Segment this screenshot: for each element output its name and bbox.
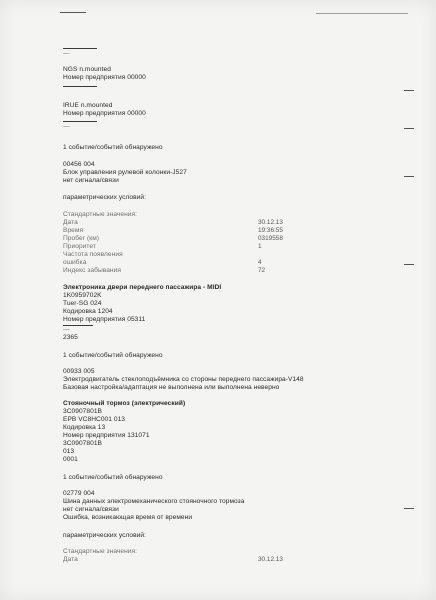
separator-line (63, 48, 97, 49)
header-mark-right (316, 13, 408, 14)
params-header: параметрических условий: (63, 532, 147, 539)
fault-status: нет сигнала/связи (63, 506, 119, 513)
hardware-version: 0001 (63, 456, 78, 463)
margin-mark (404, 128, 414, 129)
part-number: 1K0959702K (63, 292, 102, 299)
fault-status: нет сигнала/связи (63, 177, 119, 184)
ngs-title: NGS n.mounted (63, 66, 111, 73)
coding: Кодировка 13 (63, 424, 106, 431)
part-number-2: 3C0907801B (63, 440, 102, 447)
module-title: Стояночный тормоз (электрический) (63, 400, 186, 407)
ngs-number: Номер предприятия 00000 (63, 74, 146, 81)
param-value: 19:36:55 (258, 227, 283, 234)
separator-line (63, 121, 97, 122)
workshop-number: Номер предприятия 131071 (63, 432, 150, 439)
coding: Кодировка 1204 (63, 308, 113, 315)
ngs-dash: — (63, 50, 70, 57)
param-label: Дата (63, 556, 78, 563)
fault-code: 00456 004 (63, 161, 95, 168)
software-version: 013 (63, 448, 75, 455)
fault-description: Шина данных электромеханического стояночного тормоза (63, 498, 245, 505)
param-value: 30.12.13 (258, 219, 283, 226)
param-label: Частота появления (63, 251, 123, 258)
fault-code: 00933 005 (63, 368, 95, 375)
fault-code: 02779 004 (63, 490, 95, 497)
margin-mark (404, 176, 414, 177)
irue-dash: — (63, 123, 70, 130)
fault-note: Ошибка, возникающая время от времени (63, 514, 193, 521)
irue-title: IRUE n.mounted (63, 102, 113, 109)
margin-mark (404, 90, 414, 91)
events-count: 1 событие/событий обнаружено (63, 352, 163, 359)
separator-line (63, 86, 97, 87)
workshop-number: Номер предприятия 05311 (63, 316, 146, 323)
param-label: Дата (63, 219, 78, 226)
param-label: Время (63, 227, 84, 234)
param-label: Приоритет (63, 243, 96, 250)
door-dash: — (63, 326, 70, 333)
part-number: 3C0907801B (63, 408, 102, 415)
fault-description: Электродвигатель стеклоподъёмника со стороны переднего пассажира-V148 (63, 376, 304, 383)
module-title: Электроника двери переднего пассажира - MIDI (63, 284, 222, 291)
fault-status: Базовая настройка/адаптация не выполнена или выполнена неверно (63, 384, 280, 391)
param-value: 4 (258, 259, 262, 266)
margin-mark (404, 508, 414, 509)
component: Tuer-SG 024 (63, 300, 102, 307)
component: EPB VC8HC001 013 (63, 416, 126, 423)
events-count: 1 событие/событий обнаружено (63, 474, 163, 481)
header-mark-left (60, 12, 86, 13)
fault-description: Блок управления рулевой колонки-J527 (63, 169, 187, 176)
param-label: Индекс забывания (63, 267, 121, 274)
events-count: 1 событие/событий обнаружено (63, 144, 163, 151)
params-header: параметрических условий: (63, 194, 147, 201)
param-label: Стандартные значения: (63, 211, 138, 218)
param-label: Стандартные значения: (63, 548, 138, 555)
param-label: Пробег (км) (63, 235, 100, 242)
param-value: 0319558 (258, 235, 283, 242)
param-value: 72 (258, 267, 266, 274)
irue-number: Номер предприятия 00000 (63, 110, 146, 117)
param-value: 1 (258, 243, 262, 250)
param-label: ошибка (63, 259, 87, 266)
margin-mark (404, 264, 414, 265)
door-value: 2365 (63, 334, 78, 341)
param-value: 30.12.13 (258, 556, 283, 563)
